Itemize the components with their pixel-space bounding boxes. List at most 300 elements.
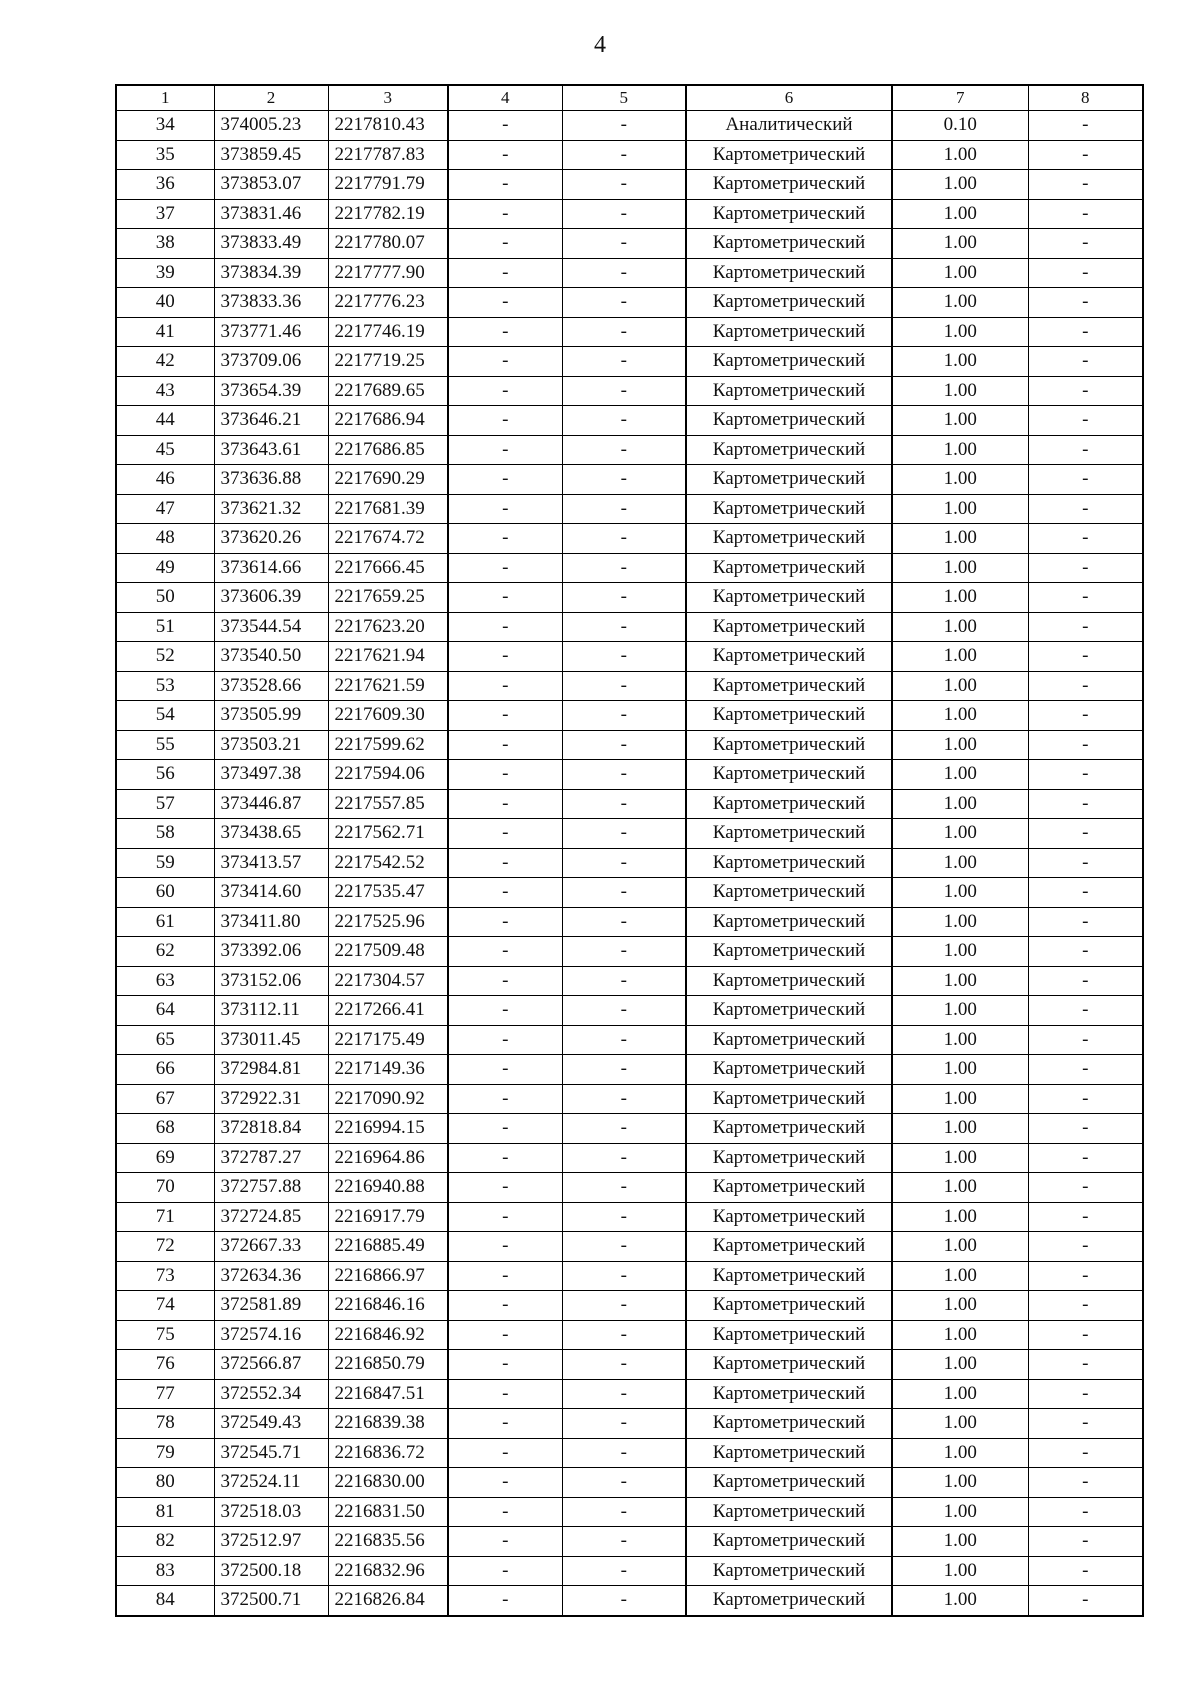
y-coordinate-cell: 2216835.56 <box>328 1527 448 1557</box>
col8-cell: - <box>1028 1261 1143 1291</box>
col4-cell: - <box>448 1497 562 1527</box>
y-coordinate-cell: 2217787.83 <box>328 140 448 170</box>
point-number-cell: 38 <box>116 229 214 259</box>
accuracy-cell: 1.00 <box>892 1084 1028 1114</box>
accuracy-cell: 1.00 <box>892 1143 1028 1173</box>
x-coordinate-cell: 373544.54 <box>214 612 328 642</box>
y-coordinate-cell: 2217659.25 <box>328 583 448 613</box>
x-coordinate-cell: 373392.06 <box>214 937 328 967</box>
col5-cell: - <box>562 1143 686 1173</box>
point-number-cell: 36 <box>116 170 214 200</box>
col8-cell: - <box>1028 288 1143 318</box>
point-number-cell: 40 <box>116 288 214 318</box>
method-cell: Картометрический <box>686 1468 892 1498</box>
method-cell: Картометрический <box>686 1556 892 1586</box>
x-coordinate-cell: 372757.88 <box>214 1173 328 1203</box>
x-coordinate-cell: 373503.21 <box>214 730 328 760</box>
table-header-row <box>116 85 1143 111</box>
col8-cell: - <box>1028 1291 1143 1321</box>
table-row <box>116 524 1143 554</box>
col4-cell: - <box>448 140 562 170</box>
table-row <box>116 317 1143 347</box>
col8-cell: - <box>1028 701 1143 731</box>
point-number-cell: 78 <box>116 1409 214 1439</box>
y-coordinate-cell: 2217149.36 <box>328 1055 448 1085</box>
accuracy-cell: 1.00 <box>892 1586 1028 1616</box>
col4-cell: - <box>448 612 562 642</box>
point-number-cell: 76 <box>116 1350 214 1380</box>
col8-cell: - <box>1028 1586 1143 1616</box>
y-coordinate-cell: 2216994.15 <box>328 1114 448 1144</box>
col5-cell: - <box>562 612 686 642</box>
col8-cell: - <box>1028 730 1143 760</box>
table-row <box>116 1143 1143 1173</box>
x-coordinate-cell: 373540.50 <box>214 642 328 672</box>
method-cell: Картометрический <box>686 317 892 347</box>
accuracy-cell: 0.10 <box>892 111 1028 141</box>
x-coordinate-cell: 372545.71 <box>214 1438 328 1468</box>
y-coordinate-cell: 2217599.62 <box>328 730 448 760</box>
col4-cell: - <box>448 317 562 347</box>
y-coordinate-cell: 2217623.20 <box>328 612 448 642</box>
col5-cell: - <box>562 671 686 701</box>
method-cell: Картометрический <box>686 1586 892 1616</box>
col4-cell: - <box>448 1025 562 1055</box>
y-coordinate-cell: 2217562.71 <box>328 819 448 849</box>
col4-cell: - <box>448 819 562 849</box>
method-cell: Картометрический <box>686 848 892 878</box>
col8-cell: - <box>1028 229 1143 259</box>
accuracy-cell: 1.00 <box>892 288 1028 318</box>
col4-cell: - <box>448 1232 562 1262</box>
accuracy-cell: 1.00 <box>892 553 1028 583</box>
col8-cell: - <box>1028 760 1143 790</box>
point-number-cell: 59 <box>116 848 214 878</box>
col5-cell: - <box>562 524 686 554</box>
y-coordinate-cell: 2216917.79 <box>328 1202 448 1232</box>
table-row <box>116 1291 1143 1321</box>
col4-cell: - <box>448 170 562 200</box>
method-cell: Картометрический <box>686 642 892 672</box>
accuracy-cell: 1.00 <box>892 170 1028 200</box>
col8-cell: - <box>1028 1232 1143 1262</box>
point-number-cell: 47 <box>116 494 214 524</box>
x-coordinate-cell: 372518.03 <box>214 1497 328 1527</box>
method-cell: Картометрический <box>686 1055 892 1085</box>
y-coordinate-cell: 2216826.84 <box>328 1586 448 1616</box>
y-coordinate-cell: 2217525.96 <box>328 907 448 937</box>
accuracy-cell: 1.00 <box>892 878 1028 908</box>
col5-cell: - <box>562 1261 686 1291</box>
col8-cell: - <box>1028 937 1143 967</box>
col8-cell: - <box>1028 642 1143 672</box>
col4-cell: - <box>448 1468 562 1498</box>
table-row <box>116 376 1143 406</box>
column-header: 8 <box>1028 85 1143 111</box>
col5-cell: - <box>562 1438 686 1468</box>
col8-cell: - <box>1028 996 1143 1026</box>
point-number-cell: 37 <box>116 199 214 229</box>
y-coordinate-cell: 2217090.92 <box>328 1084 448 1114</box>
method-cell: Картометрический <box>686 1202 892 1232</box>
point-number-cell: 57 <box>116 789 214 819</box>
y-coordinate-cell: 2217666.45 <box>328 553 448 583</box>
col8-cell: - <box>1028 848 1143 878</box>
col8-cell: - <box>1028 1497 1143 1527</box>
point-number-cell: 63 <box>116 966 214 996</box>
point-number-cell: 77 <box>116 1379 214 1409</box>
col5-cell: - <box>562 1409 686 1439</box>
x-coordinate-cell: 373414.60 <box>214 878 328 908</box>
col4-cell: - <box>448 1143 562 1173</box>
y-coordinate-cell: 2216846.16 <box>328 1291 448 1321</box>
method-cell: Картометрический <box>686 730 892 760</box>
col8-cell: - <box>1028 1556 1143 1586</box>
accuracy-cell: 1.00 <box>892 1556 1028 1586</box>
col4-cell: - <box>448 406 562 436</box>
method-cell: Картометрический <box>686 494 892 524</box>
col5-cell: - <box>562 1055 686 1085</box>
table-row <box>116 406 1143 436</box>
col8-cell: - <box>1028 406 1143 436</box>
accuracy-cell: 1.00 <box>892 612 1028 642</box>
column-header: 3 <box>328 85 448 111</box>
table-row <box>116 819 1143 849</box>
x-coordinate-cell: 373859.45 <box>214 140 328 170</box>
col4-cell: - <box>448 907 562 937</box>
col4-cell: - <box>448 730 562 760</box>
x-coordinate-cell: 373505.99 <box>214 701 328 731</box>
point-number-cell: 52 <box>116 642 214 672</box>
x-coordinate-cell: 372512.97 <box>214 1527 328 1557</box>
accuracy-cell: 1.00 <box>892 1350 1028 1380</box>
col4-cell: - <box>448 1320 562 1350</box>
table-row <box>116 288 1143 318</box>
col8-cell: - <box>1028 789 1143 819</box>
table-row <box>116 760 1143 790</box>
point-number-cell: 41 <box>116 317 214 347</box>
point-number-cell: 46 <box>116 465 214 495</box>
col5-cell: - <box>562 1350 686 1380</box>
accuracy-cell: 1.00 <box>892 789 1028 819</box>
table-row <box>116 1556 1143 1586</box>
table-row <box>116 789 1143 819</box>
col8-cell: - <box>1028 1202 1143 1232</box>
method-cell: Картометрический <box>686 878 892 908</box>
table-row <box>116 1438 1143 1468</box>
accuracy-cell: 1.00 <box>892 1114 1028 1144</box>
col4-cell: - <box>448 760 562 790</box>
col8-cell: - <box>1028 317 1143 347</box>
col4-cell: - <box>448 494 562 524</box>
y-coordinate-cell: 2217777.90 <box>328 258 448 288</box>
table-row <box>116 435 1143 465</box>
point-number-cell: 81 <box>116 1497 214 1527</box>
col8-cell: - <box>1028 1468 1143 1498</box>
method-cell: Картометрический <box>686 376 892 406</box>
col8-cell: - <box>1028 966 1143 996</box>
method-cell: Картометрический <box>686 288 892 318</box>
point-number-cell: 39 <box>116 258 214 288</box>
col8-cell: - <box>1028 524 1143 554</box>
x-coordinate-cell: 373831.46 <box>214 199 328 229</box>
accuracy-cell: 1.00 <box>892 347 1028 377</box>
accuracy-cell: 1.00 <box>892 966 1028 996</box>
accuracy-cell: 1.00 <box>892 1291 1028 1321</box>
col8-cell: - <box>1028 583 1143 613</box>
method-cell: Картометрический <box>686 1320 892 1350</box>
col4-cell: - <box>448 671 562 701</box>
method-cell: Картометрический <box>686 553 892 583</box>
col8-cell: - <box>1028 1025 1143 1055</box>
accuracy-cell: 1.00 <box>892 1173 1028 1203</box>
method-cell: Картометрический <box>686 1114 892 1144</box>
col4-cell: - <box>448 1586 562 1616</box>
x-coordinate-cell: 373621.32 <box>214 494 328 524</box>
accuracy-cell: 1.00 <box>892 524 1028 554</box>
col4-cell: - <box>448 1202 562 1232</box>
col4-cell: - <box>448 111 562 141</box>
col5-cell: - <box>562 170 686 200</box>
col5-cell: - <box>562 701 686 731</box>
accuracy-cell: 1.00 <box>892 1438 1028 1468</box>
x-coordinate-cell: 373011.45 <box>214 1025 328 1055</box>
y-coordinate-cell: 2217509.48 <box>328 937 448 967</box>
table-row <box>116 701 1143 731</box>
col8-cell: - <box>1028 1084 1143 1114</box>
table-row <box>116 848 1143 878</box>
y-coordinate-cell: 2217175.49 <box>328 1025 448 1055</box>
accuracy-cell: 1.00 <box>892 1232 1028 1262</box>
x-coordinate-cell: 373833.49 <box>214 229 328 259</box>
col4-cell: - <box>448 258 562 288</box>
method-cell: Картометрический <box>686 1143 892 1173</box>
accuracy-cell: 1.00 <box>892 229 1028 259</box>
column-header: 5 <box>562 85 686 111</box>
col8-cell: - <box>1028 1173 1143 1203</box>
method-cell: Картометрический <box>686 583 892 613</box>
col5-cell: - <box>562 937 686 967</box>
y-coordinate-cell: 2217810.43 <box>328 111 448 141</box>
table-row <box>116 140 1143 170</box>
col5-cell: - <box>562 996 686 1026</box>
col5-cell: - <box>562 789 686 819</box>
method-cell: Картометрический <box>686 612 892 642</box>
col5-cell: - <box>562 258 686 288</box>
method-cell: Картометрический <box>686 524 892 554</box>
col5-cell: - <box>562 1497 686 1527</box>
table-row <box>116 878 1143 908</box>
x-coordinate-cell: 373620.26 <box>214 524 328 554</box>
point-number-cell: 84 <box>116 1586 214 1616</box>
col5-cell: - <box>562 199 686 229</box>
accuracy-cell: 1.00 <box>892 583 1028 613</box>
point-number-cell: 68 <box>116 1114 214 1144</box>
x-coordinate-cell: 373497.38 <box>214 760 328 790</box>
col8-cell: - <box>1028 671 1143 701</box>
accuracy-cell: 1.00 <box>892 465 1028 495</box>
column-header: 7 <box>892 85 1028 111</box>
col5-cell: - <box>562 288 686 318</box>
table-row <box>116 1084 1143 1114</box>
col5-cell: - <box>562 111 686 141</box>
accuracy-cell: 1.00 <box>892 1025 1028 1055</box>
point-number-cell: 73 <box>116 1261 214 1291</box>
point-number-cell: 35 <box>116 140 214 170</box>
x-coordinate-cell: 374005.23 <box>214 111 328 141</box>
point-number-cell: 50 <box>116 583 214 613</box>
y-coordinate-cell: 2217689.65 <box>328 376 448 406</box>
col4-cell: - <box>448 583 562 613</box>
col8-cell: - <box>1028 612 1143 642</box>
col8-cell: - <box>1028 258 1143 288</box>
point-number-cell: 82 <box>116 1527 214 1557</box>
method-cell: Картометрический <box>686 789 892 819</box>
method-cell: Картометрический <box>686 435 892 465</box>
x-coordinate-cell: 372667.33 <box>214 1232 328 1262</box>
col4-cell: - <box>448 1055 562 1085</box>
method-cell: Картометрический <box>686 937 892 967</box>
col8-cell: - <box>1028 1350 1143 1380</box>
x-coordinate-cell: 373438.65 <box>214 819 328 849</box>
coordinates-table <box>115 84 1144 1617</box>
table-row <box>116 347 1143 377</box>
method-cell: Картометрический <box>686 1173 892 1203</box>
point-number-cell: 44 <box>116 406 214 436</box>
method-cell: Картометрический <box>686 229 892 259</box>
table-row <box>116 1232 1143 1262</box>
method-cell: Картометрический <box>686 1084 892 1114</box>
col5-cell: - <box>562 1173 686 1203</box>
x-coordinate-cell: 372724.85 <box>214 1202 328 1232</box>
col8-cell: - <box>1028 1055 1143 1085</box>
y-coordinate-cell: 2217594.06 <box>328 760 448 790</box>
method-cell: Картометрический <box>686 1497 892 1527</box>
y-coordinate-cell: 2217557.85 <box>328 789 448 819</box>
col8-cell: - <box>1028 907 1143 937</box>
col8-cell: - <box>1028 1143 1143 1173</box>
col5-cell: - <box>562 1379 686 1409</box>
col4-cell: - <box>448 848 562 878</box>
point-number-cell: 34 <box>116 111 214 141</box>
method-cell: Картометрический <box>686 907 892 937</box>
col4-cell: - <box>448 1350 562 1380</box>
method-cell: Картометрический <box>686 819 892 849</box>
table-row <box>116 258 1143 288</box>
col5-cell: - <box>562 583 686 613</box>
table-row <box>116 966 1143 996</box>
col8-cell: - <box>1028 1320 1143 1350</box>
col5-cell: - <box>562 848 686 878</box>
y-coordinate-cell: 2216836.72 <box>328 1438 448 1468</box>
col4-cell: - <box>448 878 562 908</box>
y-coordinate-cell: 2217746.19 <box>328 317 448 347</box>
col5-cell: - <box>562 376 686 406</box>
point-number-cell: 62 <box>116 937 214 967</box>
y-coordinate-cell: 2217719.25 <box>328 347 448 377</box>
col4-cell: - <box>448 288 562 318</box>
x-coordinate-cell: 373709.06 <box>214 347 328 377</box>
col4-cell: - <box>448 1527 562 1557</box>
table-row <box>116 1025 1143 1055</box>
x-coordinate-cell: 372574.16 <box>214 1320 328 1350</box>
col4-cell: - <box>448 996 562 1026</box>
y-coordinate-cell: 2216831.50 <box>328 1497 448 1527</box>
col5-cell: - <box>562 553 686 583</box>
point-number-cell: 56 <box>116 760 214 790</box>
table-row <box>116 937 1143 967</box>
y-coordinate-cell: 2217780.07 <box>328 229 448 259</box>
table-row <box>116 465 1143 495</box>
col5-cell: - <box>562 347 686 377</box>
col4-cell: - <box>448 1409 562 1439</box>
x-coordinate-cell: 373614.66 <box>214 553 328 583</box>
method-cell: Картометрический <box>686 1291 892 1321</box>
table-row <box>116 1114 1143 1144</box>
point-number-cell: 61 <box>116 907 214 937</box>
col8-cell: - <box>1028 465 1143 495</box>
point-number-cell: 74 <box>116 1291 214 1321</box>
col5-cell: - <box>562 1468 686 1498</box>
col5-cell: - <box>562 465 686 495</box>
method-cell: Картометрический <box>686 1025 892 1055</box>
method-cell: Картометрический <box>686 465 892 495</box>
col5-cell: - <box>562 1291 686 1321</box>
y-coordinate-cell: 2217791.79 <box>328 170 448 200</box>
method-cell: Картометрический <box>686 1379 892 1409</box>
col8-cell: - <box>1028 819 1143 849</box>
x-coordinate-cell: 372566.87 <box>214 1350 328 1380</box>
table-row <box>116 1409 1143 1439</box>
accuracy-cell: 1.00 <box>892 671 1028 701</box>
col5-cell: - <box>562 1320 686 1350</box>
accuracy-cell: 1.00 <box>892 1055 1028 1085</box>
y-coordinate-cell: 2217621.59 <box>328 671 448 701</box>
col4-cell: - <box>448 1438 562 1468</box>
x-coordinate-cell: 373413.57 <box>214 848 328 878</box>
accuracy-cell: 1.00 <box>892 1261 1028 1291</box>
table-row <box>116 612 1143 642</box>
y-coordinate-cell: 2217535.47 <box>328 878 448 908</box>
x-coordinate-cell: 372984.81 <box>214 1055 328 1085</box>
col5-cell: - <box>562 1202 686 1232</box>
col8-cell: - <box>1028 494 1143 524</box>
col5-cell: - <box>562 406 686 436</box>
y-coordinate-cell: 2217609.30 <box>328 701 448 731</box>
col4-cell: - <box>448 1173 562 1203</box>
x-coordinate-cell: 372818.84 <box>214 1114 328 1144</box>
table-row <box>116 1202 1143 1232</box>
point-number-cell: 43 <box>116 376 214 406</box>
col4-cell: - <box>448 642 562 672</box>
table-row <box>116 1497 1143 1527</box>
accuracy-cell: 1.00 <box>892 760 1028 790</box>
column-header: 4 <box>448 85 562 111</box>
col5-cell: - <box>562 1527 686 1557</box>
table-row <box>116 111 1143 141</box>
point-number-cell: 67 <box>116 1084 214 1114</box>
x-coordinate-cell: 372581.89 <box>214 1291 328 1321</box>
col4-cell: - <box>448 1379 562 1409</box>
col4-cell: - <box>448 347 562 377</box>
accuracy-cell: 1.00 <box>892 1202 1028 1232</box>
point-number-cell: 48 <box>116 524 214 554</box>
point-number-cell: 66 <box>116 1055 214 1085</box>
col5-cell: - <box>562 966 686 996</box>
method-cell: Аналитический <box>686 111 892 141</box>
y-coordinate-cell: 2217686.94 <box>328 406 448 436</box>
point-number-cell: 71 <box>116 1202 214 1232</box>
